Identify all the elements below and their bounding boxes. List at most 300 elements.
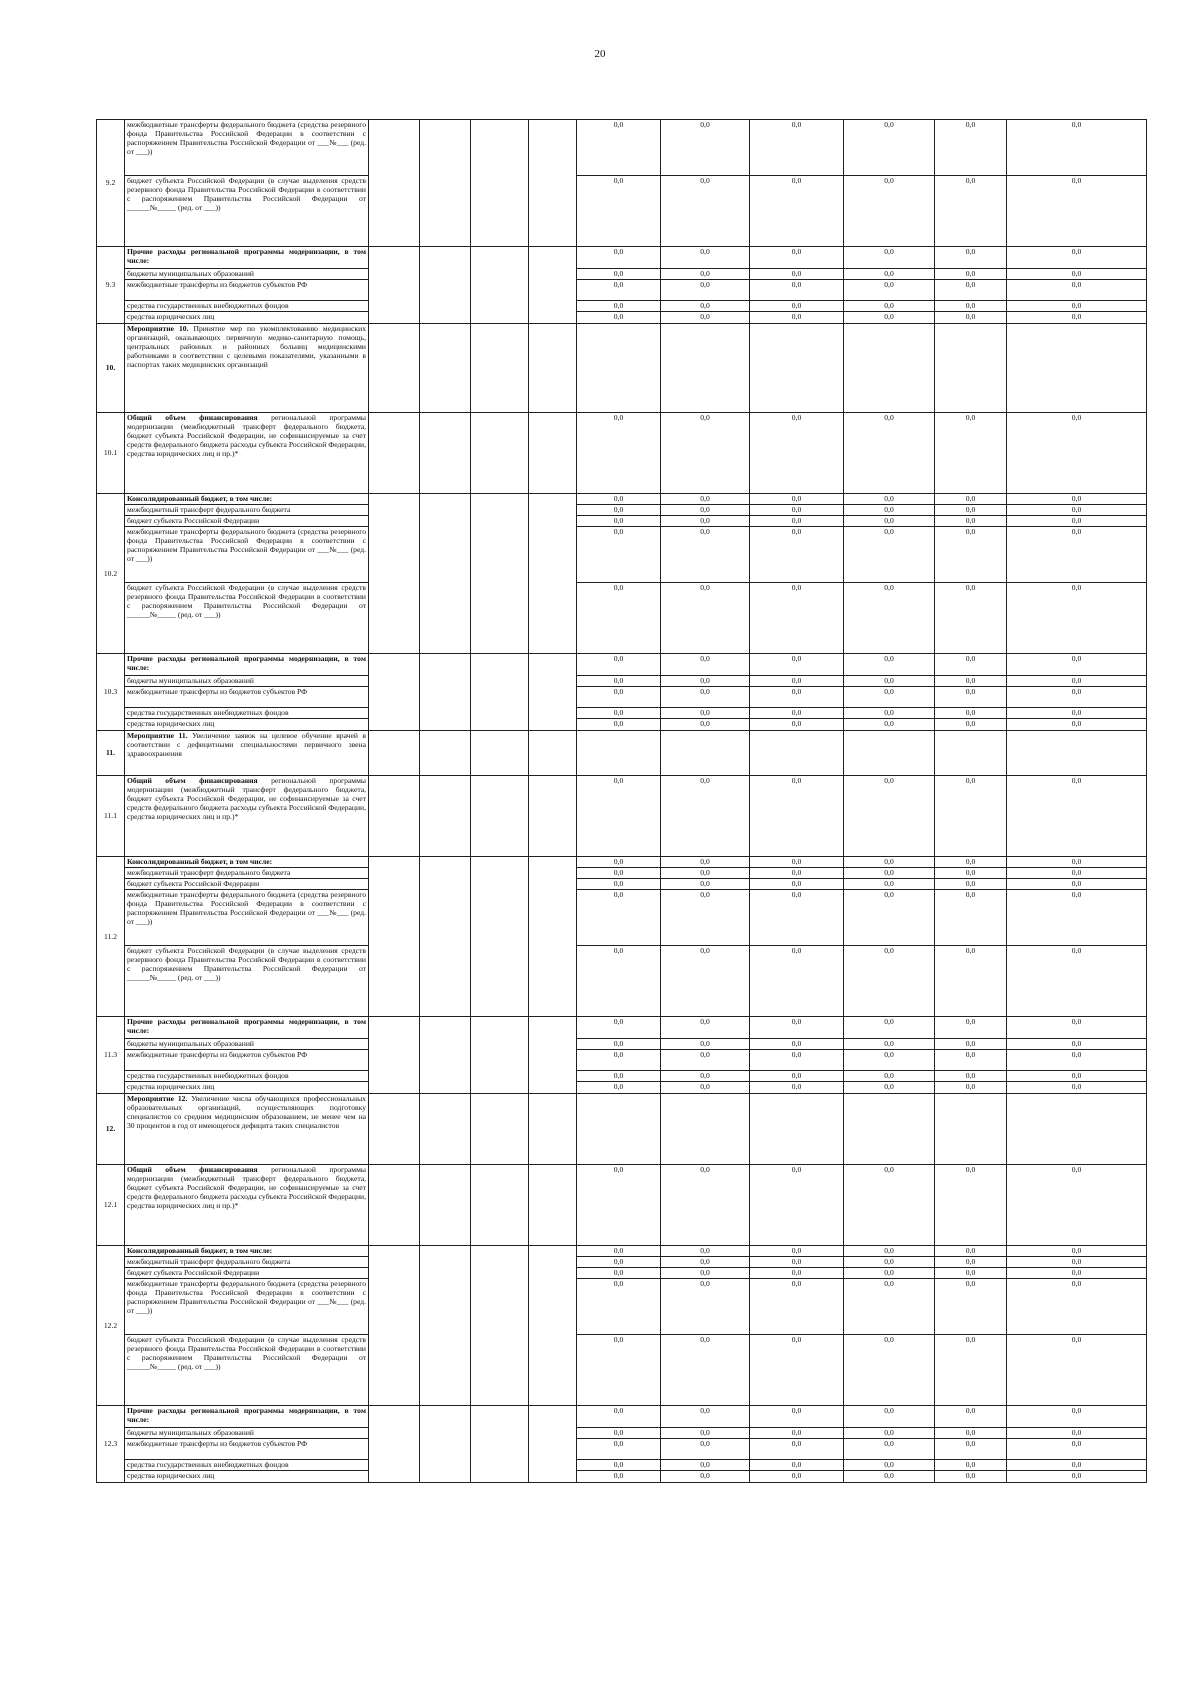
blank-cell [420, 120, 471, 247]
value: 0,0 [700, 413, 710, 422]
value: 0,0 [661, 1268, 749, 1279]
row-number: 12.3 [97, 1406, 125, 1483]
value: 0,0 [791, 946, 802, 955]
value-cell [935, 247, 1007, 324]
value: 0,0 [661, 516, 749, 527]
value-cell [844, 776, 935, 857]
blank-cell [529, 1406, 577, 1483]
value: 0,0 [791, 583, 802, 592]
value: 0,0 [750, 247, 843, 269]
blank-cell [529, 413, 577, 494]
description-cell [125, 1406, 369, 1483]
blank-cell [529, 1165, 577, 1246]
value: 0,0 [750, 1428, 843, 1439]
value: 0,0 [844, 1039, 934, 1050]
value: 0,0 [577, 1050, 660, 1071]
value: 0,0 [791, 413, 802, 422]
description-cell [125, 857, 369, 1017]
value: 0,0 [935, 494, 1006, 505]
value [1007, 1094, 1146, 1164]
value: 0,0 [935, 516, 1006, 527]
row-description: Прочие расходы региональной программы модернизации, в том числе: [125, 247, 368, 269]
blank-cell [529, 776, 577, 857]
value: 0,0 [577, 857, 660, 868]
blank-cell [529, 1094, 577, 1165]
value: 0,0 [661, 868, 749, 879]
value-cell [750, 247, 844, 324]
value: 0,0 [750, 676, 843, 687]
value: 0,0 [750, 1279, 843, 1335]
value: 0,0 [791, 312, 802, 321]
value-cell [750, 857, 844, 1017]
value: 0,0 [750, 1050, 843, 1071]
value-cell [577, 776, 661, 857]
row-number: 10.3 [97, 654, 125, 731]
value: 0,0 [577, 1257, 660, 1268]
blank-cell [369, 120, 420, 247]
blank-cell [471, 1094, 529, 1165]
value: 0,0 [935, 857, 1006, 868]
value: 0,0 [750, 1268, 843, 1279]
blank-cell [369, 494, 420, 654]
table-row [97, 324, 1147, 413]
value: 0,0 [844, 1428, 934, 1439]
table-row [97, 1017, 1147, 1094]
value: 0,0 [844, 280, 934, 301]
blank-cell [471, 1017, 529, 1094]
row-description: Мероприятие 10. Принятие мер по укомплектованию медицинских организаций, оказывающих первичную медико-санитарную помощь, центральных районных и районных больниц медицинскими работниками в соответствии с целевыми показателями, указанными в паспортах таких медицинских организаций [127, 324, 366, 370]
value: 0,0 [935, 1428, 1006, 1439]
value-cell [935, 1017, 1007, 1094]
blank-cell [529, 654, 577, 731]
value-cell [750, 324, 844, 413]
value-cell [844, 324, 935, 413]
value: 0,0 [1007, 494, 1146, 505]
value: 0,0 [965, 1471, 976, 1480]
row-number: 11.2 [97, 857, 125, 1017]
value: 0,0 [577, 247, 660, 269]
value: 0,0 [791, 776, 802, 785]
value: 0,0 [844, 1246, 934, 1257]
description-cell [125, 324, 369, 413]
value: 0,0 [613, 776, 624, 785]
row-description: межбюджетный трансферт федерального бюджета [125, 868, 368, 879]
financing-table [96, 119, 1147, 1483]
table-row [97, 1165, 1147, 1246]
value: 0,0 [884, 1335, 894, 1344]
description-cell [125, 413, 369, 494]
row-description: Мероприятие 11. Увеличение заявок на целевое обучение врачей в соответствии с дефицитными специальностями первичного звена здравоохранения [127, 731, 366, 759]
value: 0,0 [965, 1335, 976, 1344]
description-cell [125, 1165, 369, 1246]
value: 0,0 [661, 1257, 749, 1268]
value: 0,0 [700, 1335, 710, 1344]
value: 0,0 [965, 1165, 976, 1174]
value: 0,0 [1007, 1439, 1146, 1460]
value [577, 324, 660, 412]
value: 0,0 [1071, 946, 1082, 955]
value: 0,0 [750, 301, 843, 312]
value: 0,0 [661, 676, 749, 687]
value-cell [935, 654, 1007, 731]
blank-cell [369, 1246, 420, 1406]
value: 0,0 [844, 120, 934, 176]
value: 0,0 [661, 494, 749, 505]
table-row [97, 1094, 1147, 1165]
value-cell [935, 1406, 1007, 1483]
value-cell [750, 494, 844, 654]
blank-cell [420, 324, 471, 413]
value: 0,0 [935, 247, 1006, 269]
row-description: межбюджетные трансферты федерального бюджета (средства резервного фонда Правительства Российской Федерации в соответствии с распоряжением Правительства Российской Федерации от ___№___ (ред. от ___)) [125, 1279, 368, 1335]
value-cell [661, 494, 750, 654]
value-cell [1007, 247, 1147, 324]
value-cell [577, 1165, 661, 1246]
blank-cell [369, 1165, 420, 1246]
table-row [97, 857, 1147, 1017]
blank-cell [471, 654, 529, 731]
blank-cell [420, 776, 471, 857]
row-description: межбюджетный трансферт федерального бюджета [125, 505, 368, 516]
blank-cell [420, 731, 471, 776]
blank-cell [471, 324, 529, 413]
blank-cell [369, 1017, 420, 1094]
blank-cell [529, 857, 577, 1017]
value: 0,0 [1007, 527, 1146, 583]
value: 0,0 [1007, 687, 1146, 708]
blank-cell [369, 731, 420, 776]
value-cell [844, 1165, 935, 1246]
row-description: средства юридических лиц [127, 719, 215, 728]
value: 0,0 [613, 719, 624, 728]
blank-cell [369, 247, 420, 324]
row-description: средства государственных внебюджетных фондов [125, 1460, 368, 1471]
value: 0,0 [884, 946, 894, 955]
value [935, 731, 1006, 775]
description-cell [125, 776, 369, 857]
row-description: бюджет субъекта Российской Федерации (в случае выделения средств резервного фонда Правительства Российской Федерации в соответствии с распоряжением Правительства Российской Федерации от ______№_____ (ред. от ___)) [127, 583, 366, 620]
value: 0,0 [661, 280, 749, 301]
table-row [97, 1246, 1147, 1406]
description-cell [125, 731, 369, 776]
value: 0,0 [844, 857, 934, 868]
value: 0,0 [844, 708, 934, 719]
value-cell [1007, 1246, 1147, 1406]
value: 0,0 [1007, 301, 1146, 312]
value: 0,0 [1071, 1471, 1082, 1480]
value: 0,0 [935, 1268, 1006, 1279]
value: 0,0 [844, 247, 934, 269]
row-description: Общий объем финансирования региональной программы модернизации (межбюджетный трансферт федерального бюджета, бюджет субъекта Российской Федерации, не софинансируемые за счет средств федерального бюджета расходы субъекта Российской Федерации, средства юридических лиц и пр.)* [127, 776, 366, 822]
value: 0,0 [791, 1335, 802, 1344]
value: 0,0 [935, 676, 1006, 687]
value: 0,0 [965, 719, 976, 728]
value: 0,0 [1007, 1050, 1146, 1071]
blank-cell [420, 654, 471, 731]
page-number: 20 [594, 48, 606, 60]
blank-cell [369, 654, 420, 731]
value [577, 1094, 660, 1164]
value [935, 1094, 1006, 1164]
value: 0,0 [661, 1439, 749, 1460]
value: 0,0 [613, 1165, 624, 1174]
value: 0,0 [661, 269, 749, 280]
value: 0,0 [935, 879, 1006, 890]
value-cell [935, 1246, 1007, 1406]
blank-cell [471, 247, 529, 324]
blank-cell [529, 494, 577, 654]
value: 0,0 [700, 1471, 710, 1480]
value: 0,0 [661, 879, 749, 890]
value: 0,0 [750, 269, 843, 280]
value-cell [935, 413, 1007, 494]
value-cell [661, 857, 750, 1017]
description-cell [125, 494, 369, 654]
value-cell [750, 413, 844, 494]
value: 0,0 [661, 687, 749, 708]
value: 0,0 [1071, 719, 1082, 728]
value: 0,0 [1071, 1335, 1082, 1344]
value-cell [1007, 1094, 1147, 1165]
value: 0,0 [577, 120, 660, 176]
value: 0,0 [750, 857, 843, 868]
value-cell [661, 731, 750, 776]
value-cell [750, 1017, 844, 1094]
blank-cell [369, 1094, 420, 1165]
value: 0,0 [844, 494, 934, 505]
value: 0,0 [577, 505, 660, 516]
blank-cell [471, 120, 529, 247]
value: 0,0 [1071, 776, 1082, 785]
value: 0,0 [661, 301, 749, 312]
value [750, 1094, 843, 1164]
value: 0,0 [700, 1082, 710, 1091]
value-cell [750, 1246, 844, 1406]
value-cell [844, 1017, 935, 1094]
value: 0,0 [844, 1460, 934, 1471]
value: 0,0 [661, 1279, 749, 1335]
blank-cell [420, 1406, 471, 1483]
value: 0,0 [1007, 1246, 1146, 1257]
row-number: 9.3 [97, 247, 125, 324]
value: 0,0 [935, 269, 1006, 280]
value: 0,0 [1007, 516, 1146, 527]
value: 0,0 [577, 676, 660, 687]
value: 0,0 [750, 1439, 843, 1460]
row-description: средства государственных внебюджетных фондов [125, 1071, 368, 1082]
value: 0,0 [1007, 505, 1146, 516]
value-cell [750, 1406, 844, 1483]
value: 0,0 [1007, 1279, 1146, 1335]
value: 0,0 [661, 527, 749, 583]
value: 0,0 [1007, 868, 1146, 879]
row-description: Прочие расходы региональной программы модернизации, в том числе: [125, 1017, 368, 1039]
value: 0,0 [613, 1082, 624, 1091]
value: 0,0 [661, 654, 749, 676]
value-cell [661, 1406, 750, 1483]
value-cell [1007, 120, 1147, 247]
value: 0,0 [1007, 857, 1146, 868]
value [844, 731, 934, 775]
value: 0,0 [935, 1460, 1006, 1471]
value-cell [1007, 654, 1147, 731]
value: 0,0 [1007, 1428, 1146, 1439]
value: 0,0 [965, 1082, 976, 1091]
value: 0,0 [884, 719, 894, 728]
value: 0,0 [577, 516, 660, 527]
value: 0,0 [965, 946, 976, 955]
value-cell [661, 1017, 750, 1094]
value: 0,0 [935, 708, 1006, 719]
value-cell [844, 654, 935, 731]
value: 0,0 [884, 1082, 894, 1091]
value: 0,0 [661, 890, 749, 946]
blank-cell [529, 1017, 577, 1094]
table-row [97, 494, 1147, 654]
blank-cell [369, 413, 420, 494]
value: 0,0 [935, 120, 1006, 176]
blank-cell [420, 413, 471, 494]
description-cell [125, 654, 369, 731]
blank-cell [369, 324, 420, 413]
value [844, 1094, 934, 1164]
value: 0,0 [844, 654, 934, 676]
value: 0,0 [750, 1039, 843, 1050]
value: 0,0 [844, 1017, 934, 1039]
value: 0,0 [935, 654, 1006, 676]
row-description: бюджет субъекта Российской Федерации [125, 1268, 368, 1279]
value: 0,0 [577, 708, 660, 719]
value-cell [1007, 413, 1147, 494]
description-cell [125, 1017, 369, 1094]
row-number: 12. [97, 1094, 125, 1165]
row-description: бюджеты муниципальных образований [125, 269, 368, 280]
table-row [97, 247, 1147, 324]
value-cell [1007, 1165, 1147, 1246]
value: 0,0 [935, 527, 1006, 583]
row-description: межбюджетные трансферты из бюджетов субъектов РФ [125, 1439, 368, 1460]
row-description: межбюджетные трансферты из бюджетов субъектов РФ [125, 687, 368, 708]
value: 0,0 [700, 1165, 710, 1174]
value: 0,0 [935, 1050, 1006, 1071]
value-cell [750, 731, 844, 776]
value: 0,0 [577, 527, 660, 583]
value: 0,0 [1071, 413, 1082, 422]
value: 0,0 [1007, 1268, 1146, 1279]
blank-cell [369, 1406, 420, 1483]
value-cell [935, 1094, 1007, 1165]
row-description: Прочие расходы региональной программы модернизации, в том числе: [125, 1406, 368, 1428]
value: 0,0 [1007, 890, 1146, 946]
value: 0,0 [613, 413, 624, 422]
value: 0,0 [661, 708, 749, 719]
value-cell [844, 247, 935, 324]
value: 0,0 [661, 1071, 749, 1082]
row-description: средства юридических лиц [127, 1082, 215, 1091]
row-description: межбюджетные трансферты федерального бюджета (средства резервного фонда Правительства Российской Федерации в соответствии с распоряжением Правительства Российской Федерации от ___№___ (ред. от ___)) [125, 527, 368, 583]
row-description: бюджет субъекта Российской Федерации [125, 879, 368, 890]
value: 0,0 [750, 505, 843, 516]
blank-cell [420, 247, 471, 324]
value: 0,0 [1007, 120, 1146, 176]
value: 0,0 [935, 1039, 1006, 1050]
value [577, 731, 660, 775]
row-number: 12.2 [97, 1246, 125, 1406]
value-cell [577, 857, 661, 1017]
value-cell [661, 654, 750, 731]
row-description: Консолидированный бюджет, в том числе: [125, 857, 368, 868]
value-cell [661, 247, 750, 324]
blank-cell [471, 1165, 529, 1246]
value: 0,0 [613, 583, 624, 592]
value [661, 324, 749, 412]
value [750, 731, 843, 775]
row-number: 11.1 [97, 776, 125, 857]
blank-cell [529, 1246, 577, 1406]
value: 0,0 [935, 1439, 1006, 1460]
value: 0,0 [750, 494, 843, 505]
value-cell [844, 413, 935, 494]
value: 0,0 [1007, 1039, 1146, 1050]
value: 0,0 [965, 176, 976, 185]
value: 0,0 [791, 1165, 802, 1174]
row-description: межбюджетный трансферт федерального бюджета [125, 1257, 368, 1268]
value-cell [935, 731, 1007, 776]
value: 0,0 [750, 1017, 843, 1039]
value: 0,0 [577, 879, 660, 890]
row-description: Консолидированный бюджет, в том числе: [125, 1246, 368, 1257]
value: 0,0 [1007, 280, 1146, 301]
value: 0,0 [661, 1017, 749, 1039]
value: 0,0 [1007, 247, 1146, 269]
value: 0,0 [1007, 676, 1146, 687]
value: 0,0 [661, 1428, 749, 1439]
value: 0,0 [613, 1335, 624, 1344]
value: 0,0 [884, 312, 894, 321]
value-cell [577, 1017, 661, 1094]
row-number: 9.2 [97, 120, 125, 247]
value: 0,0 [577, 687, 660, 708]
value-cell [935, 776, 1007, 857]
value: 0,0 [577, 868, 660, 879]
value-cell [844, 1094, 935, 1165]
value: 0,0 [577, 1246, 660, 1257]
value-cell [935, 120, 1007, 247]
blank-cell [420, 1017, 471, 1094]
row-number: 11. [97, 731, 125, 776]
value: 0,0 [791, 719, 802, 728]
row-description: бюджеты муниципальных образований [125, 1428, 368, 1439]
value: 0,0 [750, 879, 843, 890]
value: 0,0 [1007, 879, 1146, 890]
value: 0,0 [613, 946, 624, 955]
blank-cell [420, 494, 471, 654]
blank-cell [471, 776, 529, 857]
value: 0,0 [935, 1246, 1006, 1257]
row-description: бюджеты муниципальных образований [125, 676, 368, 687]
blank-cell [369, 857, 420, 1017]
value: 0,0 [965, 583, 976, 592]
value [844, 324, 934, 412]
value: 0,0 [844, 1406, 934, 1428]
table-row [97, 654, 1147, 731]
value: 0,0 [1007, 1017, 1146, 1039]
value: 0,0 [844, 879, 934, 890]
value: 0,0 [844, 1071, 934, 1082]
blank-cell [471, 413, 529, 494]
row-description: межбюджетные трансферты федерального бюджета (средства резервного фонда Правительства Российской Федерации в соответствии с распоряжением Правительства Российской Федерации от ___№___ (ред. от ___)) [125, 120, 368, 176]
value-cell [577, 120, 661, 247]
